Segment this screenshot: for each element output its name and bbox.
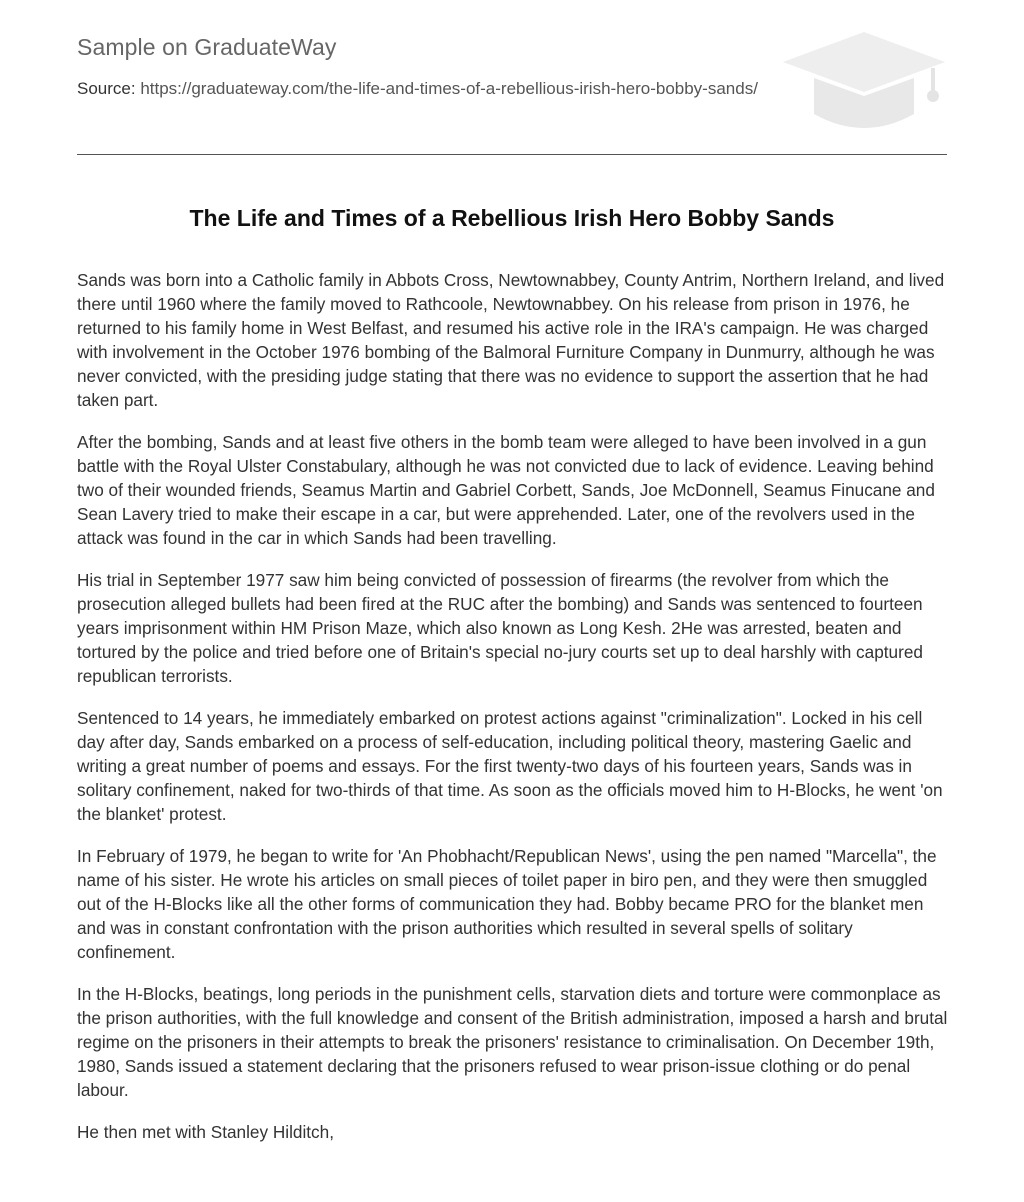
article-body [77, 268, 949, 1162]
source-line [77, 78, 767, 99]
page-header [77, 0, 947, 155]
paragraph: Sands was born into a Catholic family in Abbots Cross, Newtownabbey, County Antrim, Northern Ireland, and lived there until 1960 where the family moved to Rathcoole, Newtownabbey. On his release from prison in 1976, he returned to his family home in West Belfast, and resumed his active role in the IRA's campaign. He was charged with involvement in the October 1976 bombing of the Balmoral Furniture Company in Dunmurry, although he was never convicted, with the presiding judge stating that there was no evidence to support the assertion that he had taken part. [77, 270, 945, 410]
article-title: The Life and Times of a Rebellious Irish Hero Bobby Sands [189, 205, 835, 231]
source-label: Source: [77, 79, 141, 98]
paragraph: Sentenced to 14 years, he immediately embarked on protest actions against "criminalization". Locked in his cell day after day, Sands embarked on a process of self-education, including political theory, mastering Gaelic and writing a great number of poems and essays. For the first twenty-two days of his fourteen years, Sands was in solitary confinement, naked for two-thirds of that time. As soon as the officials moved him to H-Blocks, he went 'on the blanket' protest. [77, 708, 943, 824]
source-link[interactable]: https://graduateway.com/the-life-and-times-of-a-rebellious-irish-hero-bobby-sands/ [140, 79, 758, 98]
site-title: Sample on GraduateWay [77, 34, 337, 60]
paragraph: In February of 1979, he began to write for 'An Phobhacht/Republican News', using the pen named "Marcella", the name of his sister. He wrote his articles on small pieces of toilet paper in biro pen, and they were then smuggled out of the H-Blocks like all the other forms of communication they had. Bobby became PRO for the blanket men and was in constant confrontation with the prison authorities which resulted in several spells of solitary confinement. [77, 846, 937, 962]
paragraph: After the bombing, Sands and at least five others in the bomb team were alleged to have been involved in a gun battle with the Royal Ulster Constabulary, although he was not convicted due to lack of evidence. Leaving behind two of their wounded friends, Seamus Martin and Gabriel Corbett, Sands, Joe McDonnell, Seamus Finucane and Sean Lavery tried to make their escape in a car, but were apprehended. Later, one of the revolvers used in the attack was found in the car in which Sands had been travelling. [77, 432, 935, 548]
graduation-cap-icon [781, 30, 947, 132]
document-page [77, 0, 948, 1142]
paragraph: In the H-Blocks, beatings, long periods in the punishment cells, starvation diets and torture were commonplace as the prison authorities, with the full knowledge and consent of the British administration, imposed a harsh and brutal regime on the prisoners in their attempts to break the prisoners' resistance to criminalisation. On December 19th, 1980, Sands issued a statement declaring that the prisoners refused to wear prison-issue clothing or do penal labour. [77, 984, 948, 1100]
paragraph: He then met with Stanley Hilditch, [77, 1122, 334, 1142]
paragraph: His trial in September 1977 saw him being convicted of possession of firearms (the revolver from which the prosecution alleged bullets had been fired at the RUC after the bombing) and Sands was sentenced to fourteen years imprisonment within HM Prison Maze, which also known as Long Kesh. 2He was arrested, beaten and tortured by the police and tried before one of Britain's special no-jury courts set up to deal harshly with captured republican terrorists. [77, 570, 923, 686]
